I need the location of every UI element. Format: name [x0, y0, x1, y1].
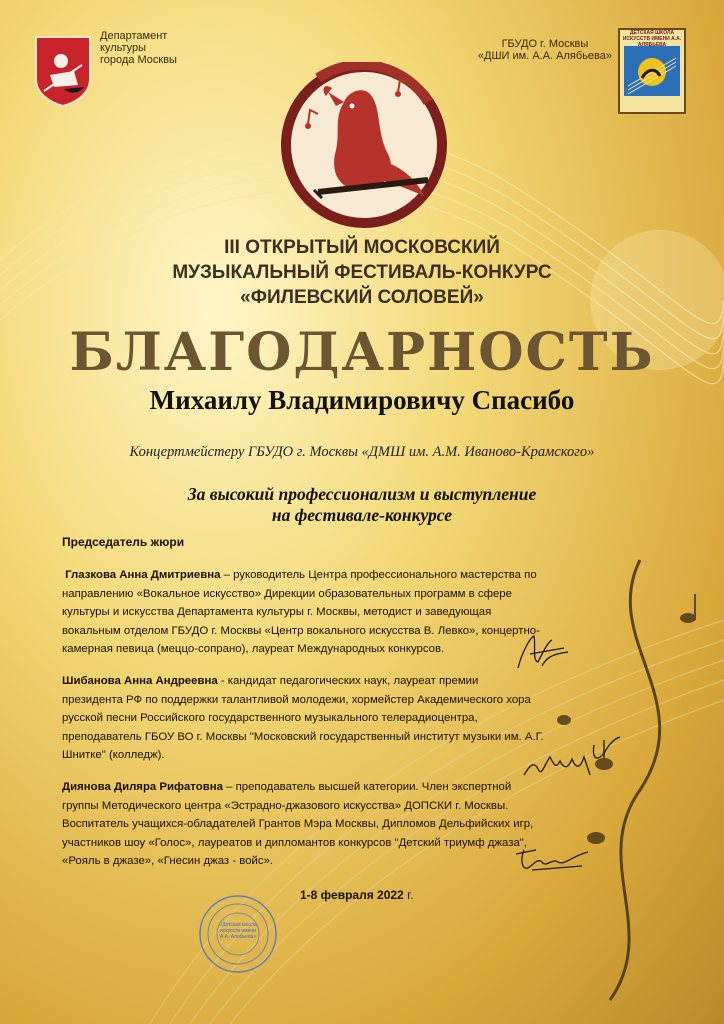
jury-member: Глазкова Анна Дмитриевна – руководитель Центра профессионального мастерства по направлению «Вокальное искусство» Дирекции образовательных программ в сфере культуры и искусства Департамента культуры г. Москвы, методист и заведующая вокальным отделом ГБУДО г. Москвы «Центр вокального искусства В. Левко», концертно- камерная певица (меццо-сопрано), лауреат Международных конкурсов. — [62, 569, 540, 655]
jury-member: Диянова Диляра Рифатовна – преподаватель высшей категории. Член экспертной группы Методического центра «Эстрадно-джазового искусства» ДОПСКИ г. Москвы. Воспитатель учащихся-обладателей Грантов Мэра Москвы, Дипломов Дельфийских игр, участников шоу «Голос», лауреатов и дипломантов конкурсов "Детский триумф джаза", «Рояль в джазе», «Гнесин джаз - войс». — [62, 781, 534, 867]
signature-3 — [512, 840, 592, 876]
stamp-text: «Детская школа искусств имени А.А. Алябьева» — [219, 922, 257, 940]
jury-chair-label: Председатель жюри — [62, 535, 185, 549]
jury-member-name: Глазкова Анна Дмитриевна — [65, 569, 221, 581]
event-date: 1-8 февраля 2022 г. — [300, 888, 414, 902]
nightingale-emblem-icon — [278, 62, 450, 228]
festival-title-line1: III ОТКРЫТЫЙ МОСКОВСКИЙ — [224, 237, 500, 258]
jury-member: Шибанова Анна Андреевна - кандидат педагогических наук, лауреат премии президента РФ по поддержки талантливой молодежи, хормейстер Академического хора русской песни Российского государственного музыкального телерадиоцентра, преподаватель ГБОУ ВО г. Москвы "Московский государственный институт музыки им. А.Г. Шнитке" (колледж). — [62, 675, 544, 761]
recipient-position: Концертмейстеру ГБУДО г. Москвы «ДМШ им. А.М. Иваново-Крамского» — [129, 444, 595, 460]
school-logo-icon — [618, 28, 686, 114]
school-text: ГБУДО г. Москвы «ДШИ им. А.А. Алябьева» — [477, 38, 612, 62]
signature-2 — [520, 735, 624, 783]
festival-title-line3: «ФИЛЕВСКИЙ СОЛОВЕЙ» — [240, 287, 484, 308]
school-logo-text: ДЕТСКАЯ ШКОЛА ИСКУССТВ ИМЕНИ А.А. АЛЯБЬЕВА — [622, 30, 682, 48]
recipient-name: Михаилу Владимировичу Спасибо — [149, 385, 575, 415]
festival-title-line2: МУЗЫКАЛЬНЫЙ ФЕСТИВАЛЬ-КОНКУРС — [172, 262, 552, 283]
certificate-title: БЛАГОДАРНОСТЬ — [69, 322, 655, 383]
jury-member-name: Диянова Диляра Рифатовна — [62, 781, 223, 793]
stamp-seal — [198, 894, 278, 974]
reason-text: За высокий профессионализм и выступление на фестивале-конкурсе — [187, 484, 537, 525]
moscow-coat-of-arms-icon — [34, 35, 92, 107]
department-text: Департамент культуры города Москвы — [100, 30, 177, 66]
jury-member-name: Шибанова Анна Андреевна — [62, 675, 218, 687]
signature-1 — [512, 632, 572, 674]
